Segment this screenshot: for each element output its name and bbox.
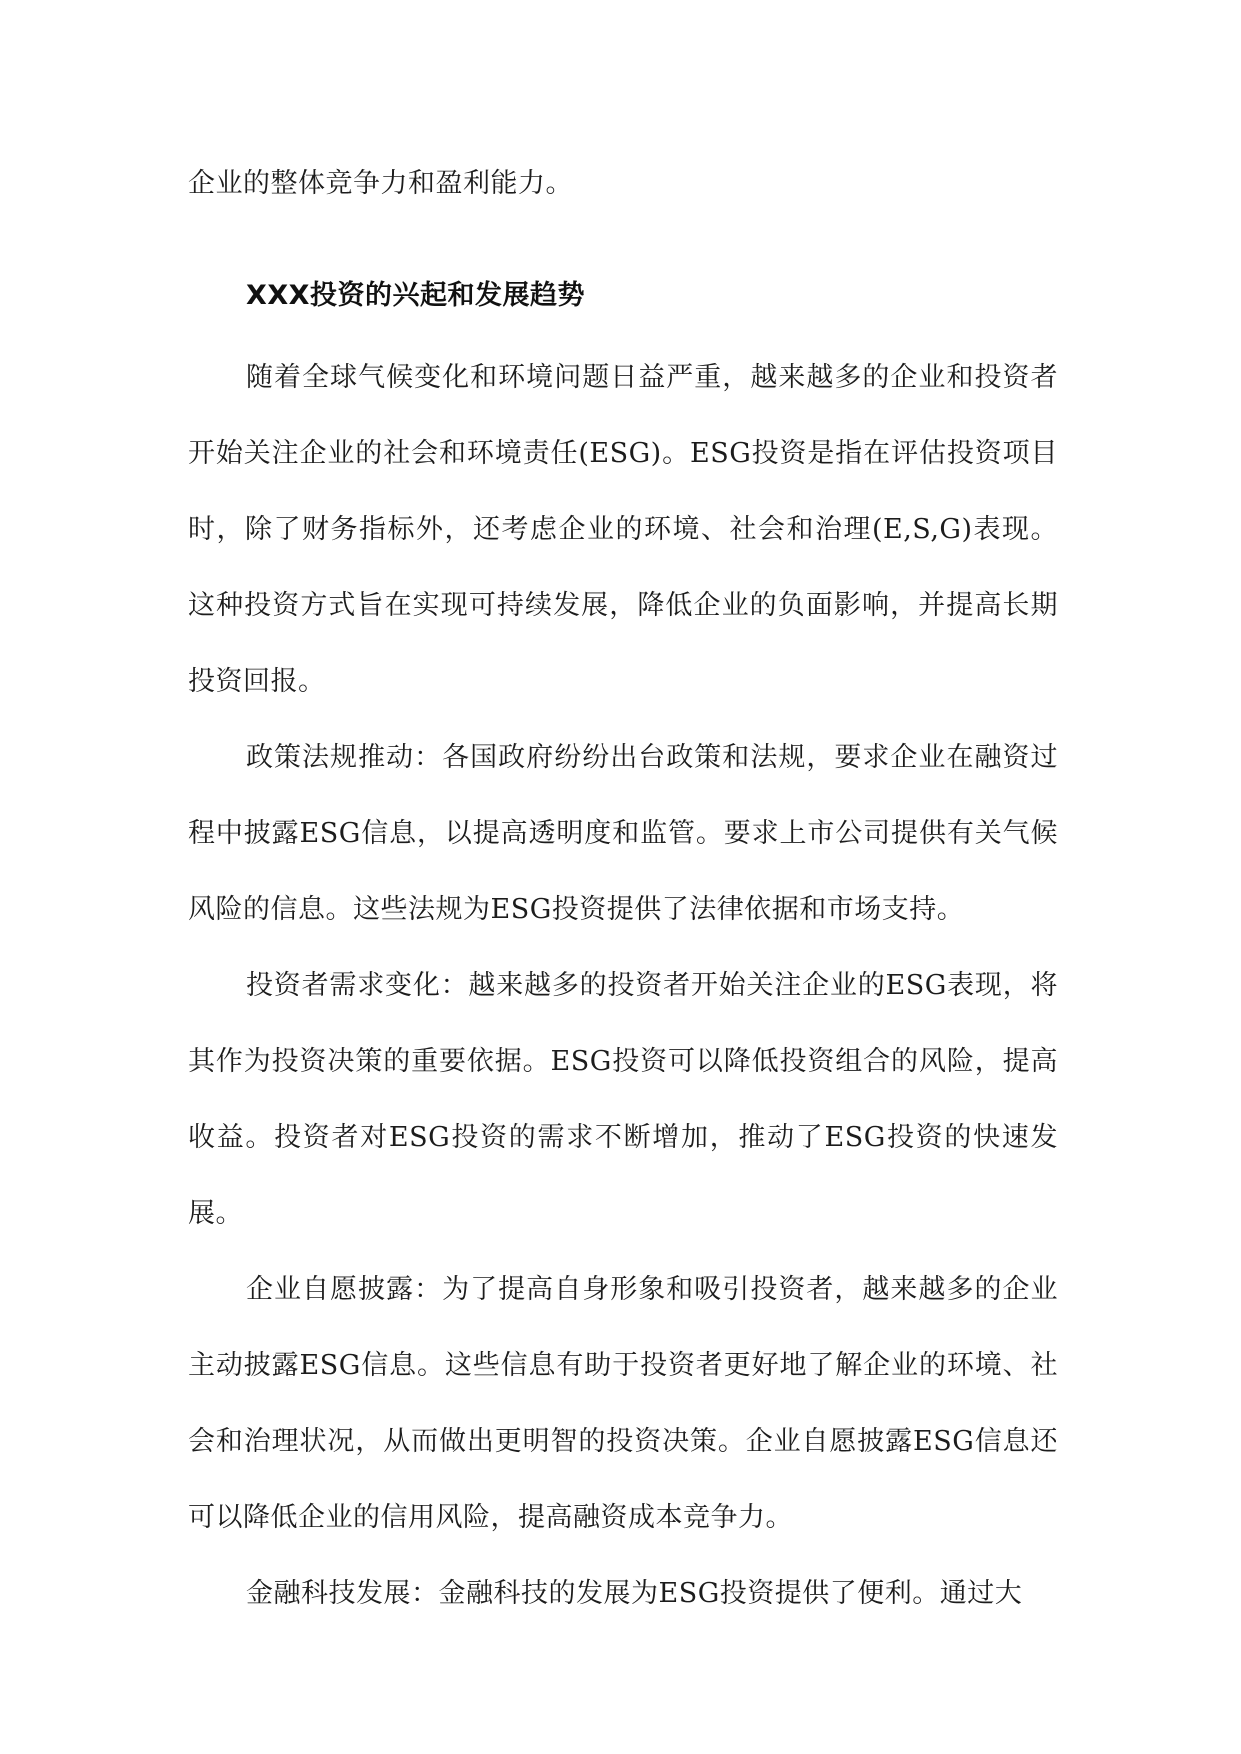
paragraph-voluntary-disclosure: 企业自愿披露：为了提高自身形象和吸引投资者，越来越多的企业主动披露ESG信息。这些信息有助于投资者更好地了解企业的环境、社会和治理状况，从而做出更明智的投资决策。企业自愿披露ESG信息还可以降低企业的信用风险，提高融资成本竞争力。: [188, 1274, 1058, 1533]
continuation-paragraph: 企业的整体竞争力和盈利能力。: [188, 168, 573, 199]
paragraph-fintech: 金融科技发展：金融科技的发展为ESG投资提供了便利。通过大: [246, 1578, 1023, 1609]
section-heading: XXX投资的兴起和发展趋势: [246, 280, 585, 311]
paragraph-investor-demand: 投资者需求变化：越来越多的投资者开始关注企业的ESG表现，将其作为投资决策的重要依据。ESG投资可以降低投资组合的风险，提高收益。投资者对ESG投资的需求不断增加，推动了ESG投资的快速发展。: [188, 970, 1058, 1229]
paragraph-intro: 随着全球气候变化和环境问题日益严重，越来越多的企业和投资者开始关注企业的社会和环境责任(ESG)。ESG投资是指在评估投资项目时，除了财务指标外，还考虑企业的环境、社会和治理(E,S,G)表现。这种投资方式旨在实现可持续发展，降低企业的负面影响，并提高长期投资回报。: [188, 362, 1058, 697]
document-body: [188, 146, 1058, 1632]
paragraph-policy: 政策法规推动：各国政府纷纷出台政策和法规，要求企业在融资过程中披露ESG信息，以提高透明度和监管。要求上市公司提供有关气候风险的信息。这些法规为ESG投资提供了法律依据和市场支持。: [188, 742, 1058, 925]
